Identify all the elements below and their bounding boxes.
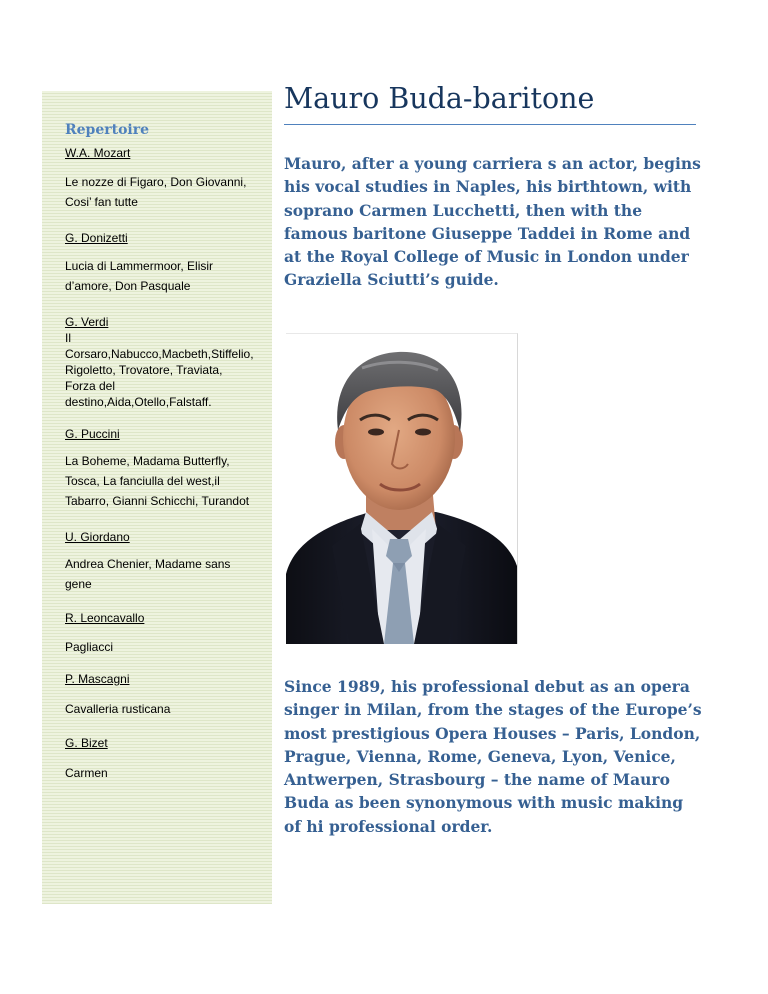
composer-section — [65, 426, 255, 511]
composer-section — [65, 145, 255, 212]
title-underline — [284, 124, 696, 125]
composer-name: W.A. Mozart — [65, 146, 131, 160]
composer-section — [65, 314, 255, 410]
repertoire-heading: Repertoire — [65, 122, 150, 138]
composer-works: Cavalleria rusticana — [65, 702, 171, 716]
portrait-photo — [286, 333, 518, 644]
bio-paragraph-1: Mauro, after a young carriera s an actor, begins his vocal studies in Naples, his birthtown, with soprano Carmen Lucchetti, then with the famous baritone Giuseppe Taddei in Rome and at the Royal College of Music in London under Graziella Sciutti’s guide. — [284, 154, 701, 290]
composer-works: Andrea Chenier, Madame sans gene — [65, 557, 231, 591]
composer-works: Il Corsaro,Nabucco,Macbeth,Stiffelio, Rigoletto, Trovatore, Traviata, Forza del destino,Aida,Otello,Falstaff. — [65, 331, 254, 409]
composer-name: U. Giordano — [65, 530, 130, 544]
composer-section — [65, 230, 255, 296]
composer-section — [65, 671, 255, 719]
composer-name: G. Puccini — [65, 427, 120, 441]
repertoire-list — [65, 145, 255, 783]
composer-works: Pagliacci — [65, 640, 114, 654]
composer-name: G. Bizet — [65, 736, 108, 750]
composer-works: La Boheme, Madama Butterfly, Tosca, La fanciulla del west,il Tabarro, Gianni Schicchi, Turandot — [65, 454, 250, 508]
composer-works: Le nozze di Figaro, Don Giovanni, Cosi’ fan tutte — [65, 175, 247, 209]
composer-name: G. Verdi — [65, 315, 109, 329]
composer-works: Lucia di Lammermoor, Elisir d’amore, Don Pasquale — [65, 259, 214, 293]
composer-works: Carmen — [65, 766, 108, 780]
composer-section — [65, 735, 255, 783]
composer-name: G. Donizetti — [65, 231, 128, 245]
composer-section — [65, 610, 255, 657]
bio-paragraph-2: Since 1989, his professional debut as an opera singer in Milan, from the stages of the Europe’s most prestigious Opera Houses – Paris, London, Prague, Vienna, Rome, Geneva, Lyon, Venice, Antwerpen, Strasbourg – the name of Mauro Buda as been synonymous with music making of hi professional order. — [284, 677, 702, 836]
page-title: Mauro Buda-baritone — [284, 82, 595, 115]
composer-name: R. Leoncavallo — [65, 611, 145, 625]
composer-name: P. Mascagni — [65, 672, 130, 686]
composer-section — [65, 529, 255, 594]
